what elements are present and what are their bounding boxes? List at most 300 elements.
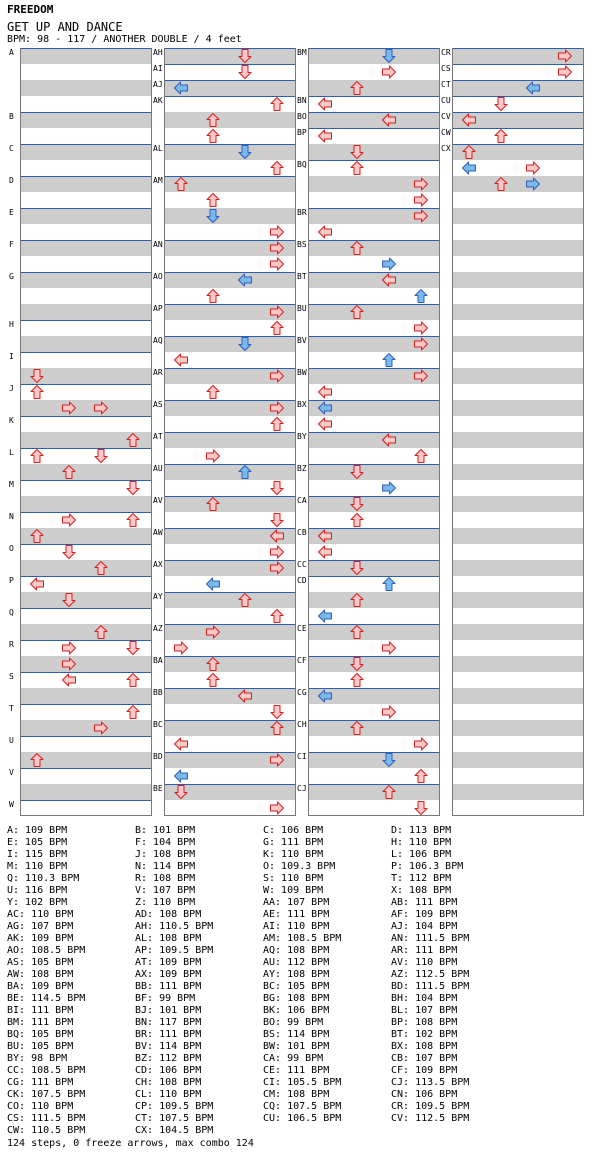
bpm-marker-label: P <box>9 576 14 585</box>
up-arrow-icon <box>205 672 221 688</box>
bpm-marker-label: CD <box>297 576 307 585</box>
up-arrow-icon <box>413 768 429 784</box>
bpm-entry: BZ: 112 BPM <box>135 1053 202 1064</box>
bpm-entry: AU: 112 BPM <box>263 957 330 968</box>
bpm-change-line <box>309 784 439 785</box>
bpm-row <box>7 1053 607 1065</box>
beat-band <box>453 752 583 768</box>
bpm-marker-label: BO <box>297 112 307 121</box>
left-arrow-icon <box>317 128 333 144</box>
bpm-entry: O: 109.3 BPM <box>263 861 336 872</box>
beat-band <box>453 304 583 320</box>
beat-band <box>21 624 151 640</box>
bpm-change-line <box>165 592 295 593</box>
bpm-marker-label: AT <box>153 432 163 441</box>
up-arrow-icon <box>237 464 253 480</box>
left-arrow-icon <box>317 384 333 400</box>
bpm-marker-label: AJ <box>153 80 163 89</box>
beat-band <box>21 272 151 288</box>
bpm-row <box>7 921 607 933</box>
bpm-entry: AX: 109 BPM <box>135 969 202 980</box>
bpm-row <box>7 969 607 981</box>
left-arrow-icon <box>525 80 541 96</box>
down-arrow-icon <box>349 656 365 672</box>
bpm-marker-label: CX <box>441 144 451 153</box>
bpm-entry: CP: 109.5 BPM <box>135 1101 214 1112</box>
bpm-change-line <box>21 608 151 609</box>
bpm-row <box>7 837 607 849</box>
bpm-entry: BF: 99 BPM <box>135 993 196 1004</box>
beat-band <box>21 400 151 416</box>
right-arrow-icon <box>269 400 285 416</box>
bpm-marker-label: AI <box>153 64 163 73</box>
bpm-entry: W: 109 BPM <box>263 885 324 896</box>
beat-band <box>309 240 439 256</box>
bpm-entry: BK: 106 BPM <box>263 1005 330 1016</box>
beat-band <box>21 336 151 352</box>
bpm-entry: AF: 109 BPM <box>391 909 458 920</box>
bpm-row <box>7 1029 607 1041</box>
bpm-marker-label: BC <box>153 720 163 729</box>
right-arrow-icon <box>413 368 429 384</box>
bpm-marker-label: D <box>9 176 14 185</box>
up-arrow-icon <box>269 608 285 624</box>
left-arrow-icon <box>381 432 397 448</box>
bpm-marker-label: CC <box>297 560 307 569</box>
bpm-entry: CM: 108 BPM <box>263 1089 330 1100</box>
beat-band <box>21 80 151 96</box>
down-arrow-icon <box>205 208 221 224</box>
bpm-entry: CL: 110 BPM <box>135 1089 202 1100</box>
down-arrow-icon <box>349 560 365 576</box>
left-arrow-icon <box>173 80 189 96</box>
beat-band <box>21 208 151 224</box>
bpm-entry: BR: 111 BPM <box>135 1029 202 1040</box>
right-arrow-icon <box>269 240 285 256</box>
left-arrow-icon <box>461 160 477 176</box>
up-arrow-icon <box>61 464 77 480</box>
right-arrow-icon <box>381 256 397 272</box>
bpm-marker-label: CJ <box>297 784 307 793</box>
bpm-change-line <box>309 48 439 49</box>
bpm-marker-label: K <box>9 416 14 425</box>
bpm-change-line <box>309 656 439 657</box>
bpm-entry: AI: 110 BPM <box>263 921 330 932</box>
chart-column-4 <box>452 48 584 816</box>
bpm-entry: N: 114 BPM <box>135 861 196 872</box>
bpm-entry: AV: 110 BPM <box>391 957 458 968</box>
right-arrow-icon <box>269 304 285 320</box>
bpm-entry: R: 108 BPM <box>135 873 196 884</box>
right-arrow-icon <box>413 336 429 352</box>
left-arrow-icon <box>29 576 45 592</box>
right-arrow-icon <box>269 224 285 240</box>
beat-band <box>165 688 295 704</box>
bpm-row <box>7 1065 607 1077</box>
bpm-marker-label: BV <box>297 336 307 345</box>
bpm-marker-label: BN <box>297 96 307 105</box>
bpm-row <box>7 1089 607 1101</box>
beat-band <box>309 496 439 512</box>
bpm-marker-label: CW <box>441 128 451 137</box>
bpm-marker-label: A <box>9 48 14 57</box>
bpm-entry: BH: 104 BPM <box>391 993 458 1004</box>
beat-band <box>21 304 151 320</box>
bpm-change-line <box>21 208 151 209</box>
bpm-marker-label: CA <box>297 496 307 505</box>
beat-band <box>21 720 151 736</box>
bpm-entry: BC: 105 BPM <box>263 981 330 992</box>
beat-band <box>165 48 295 64</box>
bpm-entry: CE: 111 BPM <box>263 1065 330 1076</box>
bpm-entry: I: 115 BPM <box>7 849 68 860</box>
bpm-entry: CR: 109.5 BPM <box>391 1101 470 1112</box>
bpm-entry: CD: 106 BPM <box>135 1065 202 1076</box>
up-arrow-icon <box>205 192 221 208</box>
bpm-marker-label: B <box>9 112 14 121</box>
bpm-entry: AW: 108 BPM <box>7 969 74 980</box>
bpm-marker-label: Q <box>9 608 14 617</box>
chart-info: BPM: 98 - 117 / ANOTHER DOUBLE / 4 feet <box>7 34 242 45</box>
bpm-row <box>7 1125 607 1137</box>
beat-band <box>453 336 583 352</box>
bpm-marker-label: G <box>9 272 14 281</box>
bpm-entry: AB: 111 BPM <box>391 897 458 908</box>
down-arrow-icon <box>349 496 365 512</box>
bpm-marker-label: L <box>9 448 14 457</box>
left-arrow-icon <box>381 272 397 288</box>
bpm-marker-label: BZ <box>297 464 307 473</box>
bpm-entry: Q: 110.3 BPM <box>7 873 80 884</box>
beat-band <box>309 304 439 320</box>
up-arrow-icon <box>269 96 285 112</box>
left-arrow-icon <box>269 528 285 544</box>
bpm-entry: CF: 109 BPM <box>391 1065 458 1076</box>
bpm-row <box>7 1017 607 1029</box>
bpm-change-line <box>21 240 151 241</box>
right-arrow-icon <box>269 800 285 816</box>
bpm-entry: BL: 107 BPM <box>391 1005 458 1016</box>
bpm-entry: AG: 107 BPM <box>7 921 74 932</box>
bpm-change-line <box>309 112 439 113</box>
beat-band <box>453 592 583 608</box>
beat-band <box>165 624 295 640</box>
up-arrow-icon <box>413 288 429 304</box>
left-arrow-icon <box>205 576 221 592</box>
beat-band <box>309 560 439 576</box>
bpm-marker-label: AZ <box>153 624 163 633</box>
up-arrow-icon <box>349 80 365 96</box>
left-arrow-icon <box>317 400 333 416</box>
bpm-marker-label: AO <box>153 272 163 281</box>
bpm-entry: K: 110 BPM <box>263 849 324 860</box>
bpm-marker-label: AU <box>153 464 163 473</box>
bpm-entry: BM: 111 BPM <box>7 1017 74 1028</box>
right-arrow-icon <box>205 448 221 464</box>
bpm-entry: CU: 106.5 BPM <box>263 1113 342 1124</box>
step-summary: 124 steps, 0 freeze arrows, max combo 124 <box>7 1138 254 1149</box>
bpm-entry: AD: 108 BPM <box>135 909 202 920</box>
up-arrow-icon <box>29 752 45 768</box>
up-arrow-icon <box>349 512 365 528</box>
bpm-marker-label: BY <box>297 432 307 441</box>
up-arrow-icon <box>349 672 365 688</box>
down-arrow-icon <box>61 544 77 560</box>
up-arrow-icon <box>237 592 253 608</box>
up-arrow-icon <box>125 704 141 720</box>
up-arrow-icon <box>205 384 221 400</box>
up-arrow-icon <box>93 624 109 640</box>
bpm-entry: CH: 108 BPM <box>135 1077 202 1088</box>
bpm-row <box>7 1077 607 1089</box>
bpm-change-line <box>309 160 439 161</box>
beat-band <box>453 656 583 672</box>
beat-band <box>453 176 583 192</box>
beat-band <box>21 144 151 160</box>
bpm-entry: BO: 99 BPM <box>263 1017 324 1028</box>
bpm-change-line <box>309 720 439 721</box>
right-arrow-icon <box>93 400 109 416</box>
bpm-marker-label: O <box>9 544 14 553</box>
down-arrow-icon <box>381 752 397 768</box>
bpm-entry: CA: 99 BPM <box>263 1053 324 1064</box>
left-arrow-icon <box>237 688 253 704</box>
down-arrow-icon <box>493 96 509 112</box>
bpm-entry: BI: 111 BPM <box>7 1005 74 1016</box>
up-arrow-icon <box>381 784 397 800</box>
bpm-row <box>7 909 607 921</box>
bpm-entry: CB: 107 BPM <box>391 1053 458 1064</box>
bpm-entry: C: 106 BPM <box>263 825 324 836</box>
bpm-change-line <box>165 624 295 625</box>
bpm-entry: CG: 111 BPM <box>7 1077 74 1088</box>
down-arrow-icon <box>29 368 45 384</box>
right-arrow-icon <box>269 752 285 768</box>
bpm-row <box>7 957 607 969</box>
bpm-entry: AM: 108.5 BPM <box>263 933 342 944</box>
down-arrow-icon <box>237 144 253 160</box>
up-arrow-icon <box>205 112 221 128</box>
left-arrow-icon <box>381 112 397 128</box>
down-arrow-icon <box>125 480 141 496</box>
bpm-marker-label: CF <box>297 656 307 665</box>
up-arrow-icon <box>349 240 365 256</box>
up-arrow-icon <box>93 560 109 576</box>
bpm-change-line <box>21 48 151 49</box>
beat-band <box>165 336 295 352</box>
bpm-change-line <box>21 176 151 177</box>
bpm-change-line <box>309 560 439 561</box>
up-arrow-icon <box>125 512 141 528</box>
beat-band <box>21 240 151 256</box>
bpm-marker-label: N <box>9 512 14 521</box>
bpm-entry: CJ: 113.5 BPM <box>391 1077 470 1088</box>
beat-band <box>453 688 583 704</box>
right-arrow-icon <box>269 256 285 272</box>
beat-band <box>165 144 295 160</box>
bpm-change-line <box>453 80 583 81</box>
beat-band <box>453 560 583 576</box>
up-arrow-icon <box>205 288 221 304</box>
left-arrow-icon <box>317 96 333 112</box>
bpm-entry: CX: 104.5 BPM <box>135 1125 214 1136</box>
right-arrow-icon <box>205 624 221 640</box>
bpm-entry: BY: 98 BPM <box>7 1053 68 1064</box>
bpm-change-line <box>453 96 583 97</box>
bpm-entry: BU: 105 BPM <box>7 1041 74 1052</box>
up-arrow-icon <box>349 304 365 320</box>
down-arrow-icon <box>237 336 253 352</box>
bpm-marker-label: H <box>9 320 14 329</box>
beat-band <box>453 496 583 512</box>
down-arrow-icon <box>93 448 109 464</box>
right-arrow-icon <box>413 208 429 224</box>
down-arrow-icon <box>269 480 285 496</box>
right-arrow-icon <box>557 48 573 64</box>
bpm-marker-label: AP <box>153 304 163 313</box>
left-arrow-icon <box>173 736 189 752</box>
bpm-change-line <box>309 272 439 273</box>
bpm-entry: BE: 114.5 BPM <box>7 993 86 1004</box>
bpm-entry: AR: 111 BPM <box>391 945 458 956</box>
bpm-entry: AQ: 108 BPM <box>263 945 330 956</box>
bpm-marker-label: CE <box>297 624 307 633</box>
bpm-marker-label: BU <box>297 304 307 313</box>
beat-band <box>309 464 439 480</box>
right-arrow-icon <box>269 368 285 384</box>
chart-title: FREEDOM <box>7 3 54 16</box>
bpm-marker-label: V <box>9 768 14 777</box>
bpm-entry: D: 113 BPM <box>391 825 452 836</box>
bpm-change-line <box>453 128 583 129</box>
bpm-change-line <box>165 144 295 145</box>
bpm-entry: AE: 111 BPM <box>263 909 330 920</box>
beat-band <box>21 656 151 672</box>
left-arrow-icon <box>237 272 253 288</box>
bpm-entry: CS: 111.5 BPM <box>7 1113 86 1124</box>
up-arrow-icon <box>381 576 397 592</box>
down-arrow-icon <box>237 64 253 80</box>
beat-band <box>309 144 439 160</box>
beat-band <box>453 720 583 736</box>
bpm-entry: BP: 108 BPM <box>391 1017 458 1028</box>
down-arrow-icon <box>173 784 189 800</box>
bpm-entry: J: 108 BPM <box>135 849 196 860</box>
chart-column-3 <box>308 48 440 816</box>
beat-band <box>309 720 439 736</box>
bpm-change-line <box>21 416 151 417</box>
down-arrow-icon <box>125 640 141 656</box>
bpm-marker-label: CR <box>441 48 451 57</box>
bpm-row <box>7 897 607 909</box>
bpm-entry: BG: 108 BPM <box>263 993 330 1004</box>
left-arrow-icon <box>173 352 189 368</box>
bpm-entry: E: 105 BPM <box>7 837 68 848</box>
bpm-marker-label: C <box>9 144 14 153</box>
beat-band <box>165 464 295 480</box>
bpm-marker-label: CS <box>441 64 451 73</box>
left-arrow-icon <box>317 544 333 560</box>
left-arrow-icon <box>317 688 333 704</box>
bpm-entry: AH: 110.5 BPM <box>135 921 214 932</box>
bpm-marker-label: AV <box>153 496 163 505</box>
up-arrow-icon <box>205 656 221 672</box>
chart-column-2 <box>164 48 296 816</box>
bpm-entry: F: 104 BPM <box>135 837 196 848</box>
left-arrow-icon <box>173 768 189 784</box>
bpm-change-line <box>309 576 439 577</box>
up-arrow-icon <box>493 128 509 144</box>
down-arrow-icon <box>349 144 365 160</box>
bpm-change-line <box>309 624 439 625</box>
song-title: GET UP AND DANCE <box>7 20 123 34</box>
down-arrow-icon <box>349 464 365 480</box>
bpm-change-line <box>309 752 439 753</box>
beat-band <box>453 368 583 384</box>
bpm-change-line <box>309 304 439 305</box>
up-arrow-icon <box>493 176 509 192</box>
beat-band <box>453 80 583 96</box>
right-arrow-icon <box>173 640 189 656</box>
bpm-marker-label: BP <box>297 128 307 137</box>
bpm-entry: AN: 111.5 BPM <box>391 933 470 944</box>
bpm-marker-label: AR <box>153 368 163 377</box>
bpm-marker-label: I <box>9 352 14 361</box>
bpm-entry: AJ: 104 BPM <box>391 921 458 932</box>
bpm-change-line <box>21 320 151 321</box>
up-arrow-icon <box>205 496 221 512</box>
bpm-entry: BW: 101 BPM <box>263 1041 330 1052</box>
beat-band <box>453 240 583 256</box>
left-arrow-icon <box>317 528 333 544</box>
bpm-change-line <box>21 800 151 801</box>
beat-band <box>309 80 439 96</box>
bpm-entry: BJ: 101 BPM <box>135 1005 202 1016</box>
bpm-entry: AK: 109 BPM <box>7 933 74 944</box>
beat-band <box>21 592 151 608</box>
bpm-entry: BV: 114 BPM <box>135 1041 202 1052</box>
beat-band <box>165 496 295 512</box>
bpm-row <box>7 849 607 861</box>
bpm-marker-label: BB <box>153 688 163 697</box>
down-arrow-icon <box>269 704 285 720</box>
bpm-marker-label: BT <box>297 272 307 281</box>
bpm-entry: AC: 110 BPM <box>7 909 74 920</box>
up-arrow-icon <box>125 672 141 688</box>
bpm-marker-label: BW <box>297 368 307 377</box>
bpm-change-line <box>165 496 295 497</box>
bpm-entry: AO: 108.5 BPM <box>7 945 86 956</box>
bpm-entry: CN: 106 BPM <box>391 1089 458 1100</box>
beat-band <box>309 784 439 800</box>
bpm-marker-label: BS <box>297 240 307 249</box>
bpm-row <box>7 1113 607 1125</box>
up-arrow-icon <box>269 320 285 336</box>
up-arrow-icon <box>173 176 189 192</box>
beat-band <box>21 112 151 128</box>
bpm-entry: BN: 117 BPM <box>135 1017 202 1028</box>
bpm-change-line <box>165 464 295 465</box>
bpm-marker-label: BD <box>153 752 163 761</box>
bpm-marker-label: AY <box>153 592 163 601</box>
right-arrow-icon <box>525 160 541 176</box>
right-arrow-icon <box>269 544 285 560</box>
bpm-entry: AA: 107 BPM <box>263 897 330 908</box>
bpm-marker-label: AW <box>153 528 163 537</box>
bpm-change-line <box>165 48 295 49</box>
beat-band <box>165 432 295 448</box>
bpm-marker-label: BM <box>297 48 307 57</box>
